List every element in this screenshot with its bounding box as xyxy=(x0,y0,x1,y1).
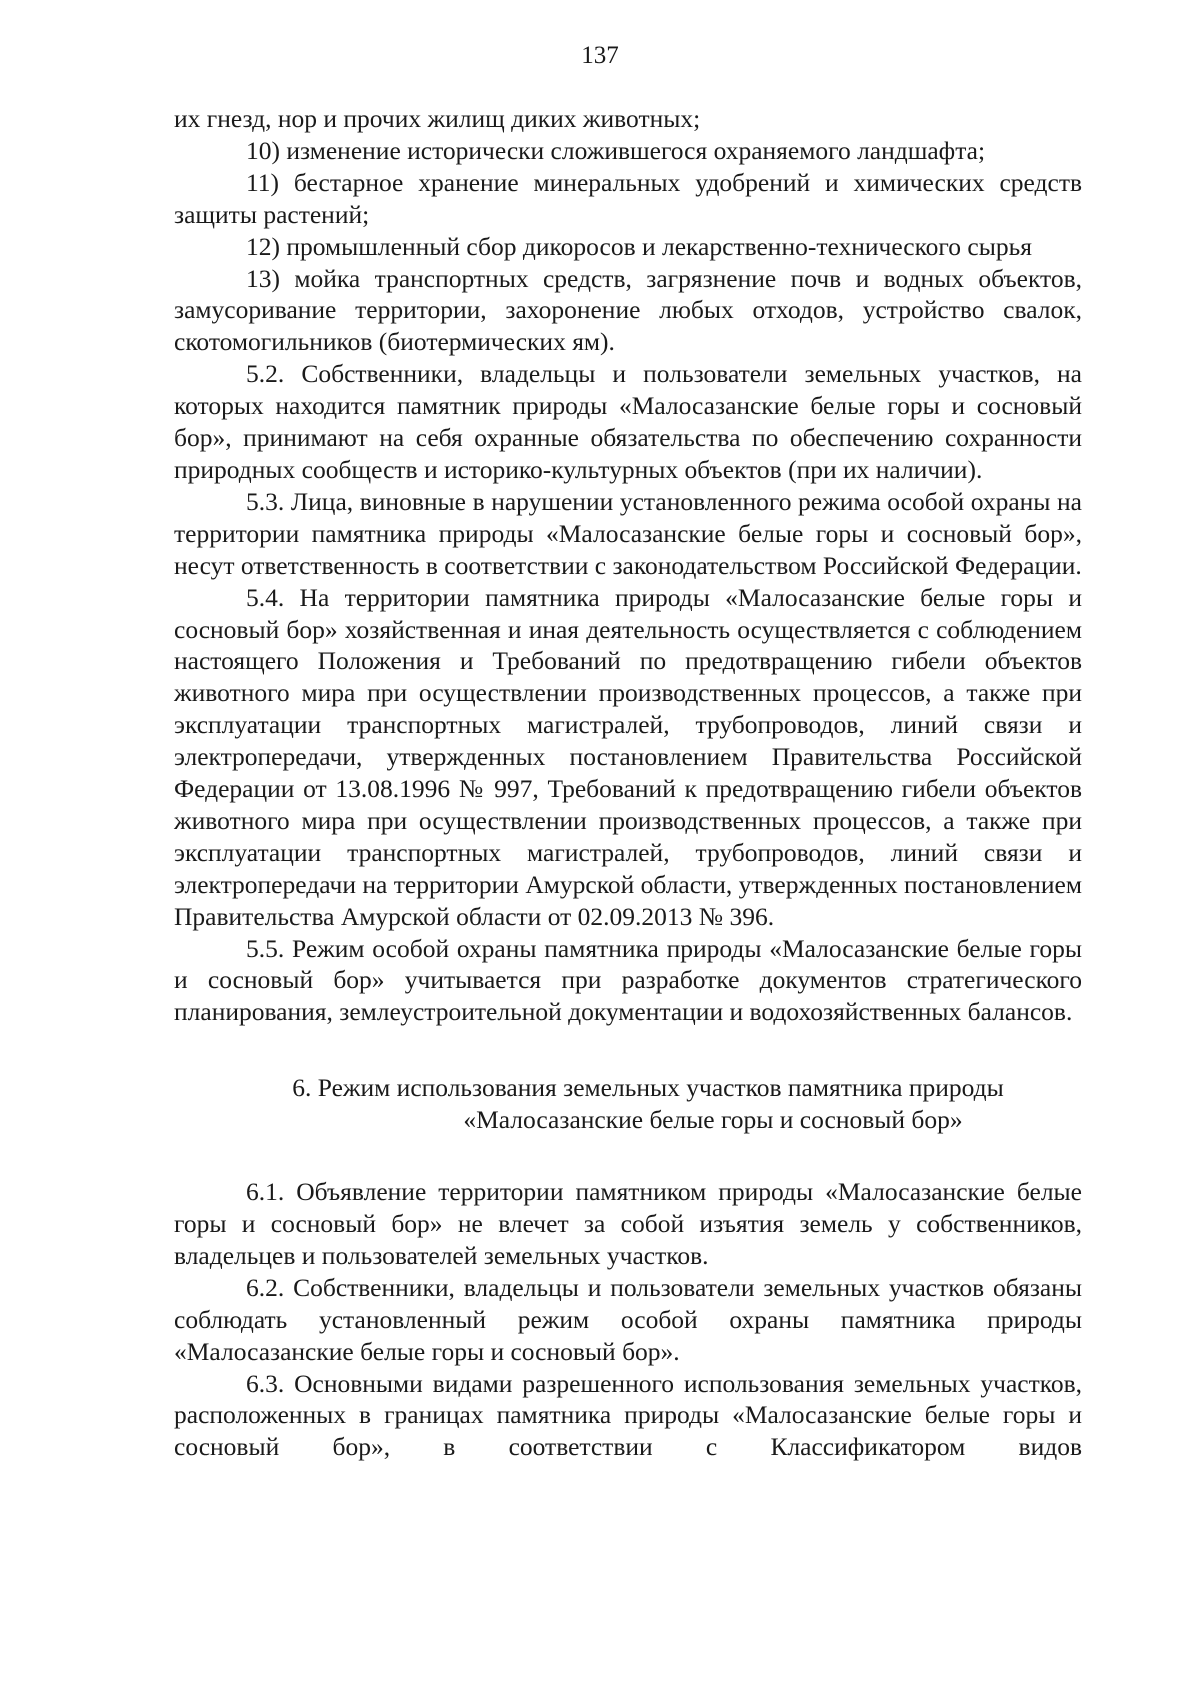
paragraph: их гнезд, нор и прочих жилищ диких животных; xyxy=(174,104,701,133)
paragraph: 5.2. Собственники, владельцы и пользователи земельных участков, на которых находится памятник природы «Малосазанские белые горы и сосновый бор», принимают на себя охранные обязательства по обеспечению сохранности природных сообществ и историко-культурных объектов (при их наличии). xyxy=(174,359,1082,484)
section-heading xyxy=(174,1072,1082,1136)
paragraph: 6.2. Собственники, владельцы и пользователи земельных участков обязаны соблюдать установленный режим особой охраны памятника природы «Малосазанские белые горы и сосновый бор». xyxy=(174,1272,1082,1366)
paragraph: 5.3. Лица, виновные в нарушении установленного режима особой охраны на территории памятника природы «Малосазанские белые горы и сосновый бор», несут ответственность в соответствии с законодательством Российской Федерации. xyxy=(174,486,1082,580)
paragraph: 6.1. Объявление территории памятником природы «Малосазанские белые горы и сосновый бор» не влечет за собой изъятия земель у собственников, владельцев и пользователей земельных участков. xyxy=(174,1177,1082,1270)
paragraph: 11) бестарное хранение минеральных удобрений и химических средств защиты растений; xyxy=(174,167,1082,229)
paragraph: 10) изменение исторически сложившегося охраняемого ландшафта; xyxy=(246,135,986,165)
paragraph: 5.5. Режим особой охраны памятника природы «Малосазанские белые горы и сосновый бор» учитывается при разработке документов стратегического планирования, землеустроительной документации и водохозяйственных балансов. xyxy=(174,933,1082,1027)
paragraph: 6.3. Основными видами разрешенного использования земельных участков, расположенных в границах памятника природы «Малосазанские белые горы и сосновый бор», в соответствии с Классификатором видов xyxy=(174,1368,1082,1462)
section-5-text xyxy=(174,103,1082,1028)
page-number: 137 xyxy=(581,42,619,69)
paragraph: 13) мойка транспортных средств, загрязнение почв и водных объектов, замусоривание территории, захоронение любых отходов, устройство свалок, скотомогильников (биотермических ям). xyxy=(174,263,1082,357)
paragraph: 5.4. На территории памятника природы «Малосазанские белые горы и сосновый бор» хозяйственная и иная деятельность осуществляется с соблюдением настоящего Положения и Требований по предотвращению гибели объектов животного мира при осуществлении производственных процессов, а также при эксплуатации транспортных магистралей, трубопроводов, линий связи и электропередачи, утвержденных постановлением Правительства Российской Федерации от 13.08.1996 № 997, Требований к предотвращению гибели объектов животного мира при осуществлении производственных процессов, а также при эксплуатации транспортных магистралей, трубопроводов, линий связи и электропередачи на территории Амурской области, утвержденных постановлением Правительства Амурской области от 02.09.2013 № 396. xyxy=(174,582,1082,931)
section-heading-line: «Малосазанские белые горы и сосновый бор» xyxy=(463,1105,963,1135)
page-body xyxy=(174,103,1082,1463)
section-6-text xyxy=(174,1176,1082,1463)
section-heading-line: 6. Режим использования земельных участков памятника природы xyxy=(292,1073,1004,1103)
paragraph: 12) промышленный сбор дикоросов и лекарственно-технического сырья xyxy=(246,231,1032,261)
